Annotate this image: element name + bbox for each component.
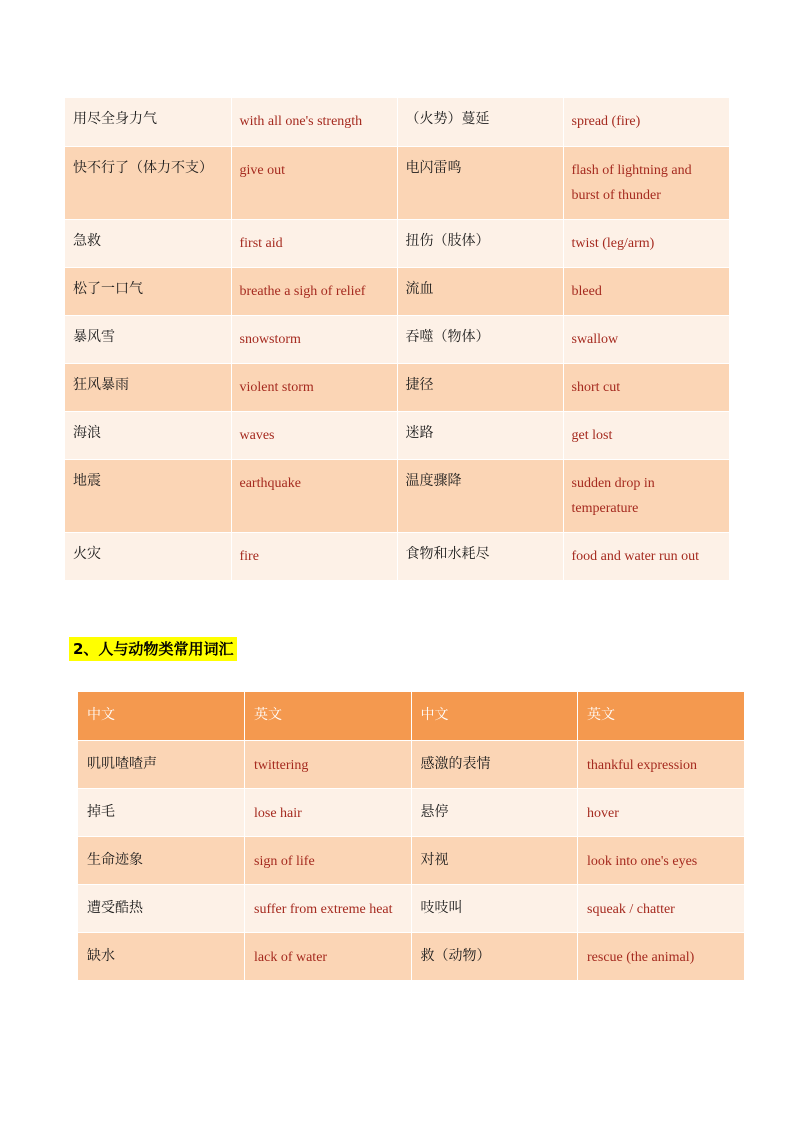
table-row (78, 932, 744, 980)
table-row (65, 146, 729, 219)
english-term: swallow (571, 331, 619, 347)
chinese-term: 扭伤（肢体） (405, 232, 490, 249)
chinese-term: 海浪 (73, 424, 101, 441)
vocab-table-1 (65, 98, 729, 581)
chinese-term: 吱吱叫 (420, 899, 463, 916)
english-term: give out (239, 162, 285, 178)
chinese-term: 狂风暴雨 (73, 376, 129, 393)
table-row (65, 532, 729, 580)
table-row (78, 788, 744, 836)
english-term: flash of lightning and burst of thunder (571, 162, 692, 203)
table-row (65, 315, 729, 363)
table-row (65, 411, 729, 459)
english-term: squeak / chatter (587, 901, 675, 917)
chinese-term: 叽叽喳喳声 (87, 755, 157, 772)
english-term: short cut (571, 379, 621, 395)
english-term: sign of life (254, 853, 315, 869)
english-term: sudden drop in temperature (571, 475, 655, 516)
english-term: lose hair (254, 805, 302, 821)
chinese-term: 用尽全身力气 (73, 111, 157, 127)
english-term: earthquake (239, 475, 301, 491)
chinese-term: 快不行了（体力不支） (73, 159, 213, 176)
chinese-term: 救（动物） (420, 947, 491, 964)
english-term: fire (239, 548, 259, 564)
column-header: 英文 (254, 707, 282, 723)
english-term: bleed (571, 283, 602, 299)
english-term: rescue (the animal) (587, 949, 695, 965)
column-header: 英文 (587, 707, 615, 723)
english-term: waves (239, 427, 275, 443)
table-row (65, 363, 729, 411)
english-term: suffer from extreme heat (254, 901, 393, 917)
section-heading: 2、人与动物类常用词汇 (69, 637, 237, 661)
english-term: snowstorm (239, 331, 301, 347)
column-header: 中文 (420, 707, 449, 723)
chinese-term: 对视 (420, 851, 449, 868)
chinese-term: 缺水 (87, 947, 115, 964)
english-term: breathe a sigh of relief (239, 283, 366, 299)
english-term: food and water run out (571, 548, 700, 564)
english-term: with all one's strength (239, 114, 363, 129)
table-row (78, 836, 744, 884)
column-header: 中文 (87, 707, 115, 723)
english-term: hover (587, 805, 619, 821)
chinese-term: 火灾 (73, 545, 101, 562)
chinese-term: 迷路 (405, 424, 434, 441)
english-term: lack of water (254, 949, 328, 965)
table-row (78, 884, 744, 932)
table-row (65, 267, 729, 315)
chinese-term: 食物和水耗尽 (405, 545, 490, 562)
chinese-term: 暴风雪 (73, 328, 115, 345)
english-term: twittering (254, 757, 309, 773)
english-term: first aid (239, 235, 283, 251)
english-term: violent storm (239, 379, 314, 395)
chinese-term: 掉毛 (87, 803, 115, 820)
english-term: look into one's eyes (587, 853, 698, 869)
chinese-term: 流血 (405, 280, 434, 297)
chinese-term: 松了一口气 (73, 280, 143, 297)
chinese-term: 捷径 (405, 376, 434, 393)
chinese-term: 电闪雷鸣 (405, 159, 462, 176)
table-row (65, 219, 729, 267)
table-row (78, 740, 744, 788)
chinese-term: 悬停 (420, 803, 449, 820)
chinese-term: 温度骤降 (405, 472, 462, 489)
chinese-term: 急救 (73, 232, 101, 249)
english-term: get lost (571, 427, 613, 443)
chinese-term: 感激的表情 (420, 755, 491, 772)
vocab-table-2 (78, 692, 744, 981)
english-term: twist (leg/arm) (571, 235, 655, 251)
chinese-term: （火势）蔓延 (405, 111, 490, 127)
english-term: spread (fire) (571, 114, 641, 129)
chinese-term: 遭受酷热 (87, 899, 143, 916)
table-header-row (78, 692, 744, 740)
table-row (65, 98, 729, 146)
chinese-term: 生命迹象 (87, 851, 143, 868)
english-term: thankful expression (587, 757, 698, 773)
chinese-term: 地震 (73, 472, 101, 489)
chinese-term: 吞噬（物体） (405, 328, 490, 345)
table-row (65, 459, 729, 532)
